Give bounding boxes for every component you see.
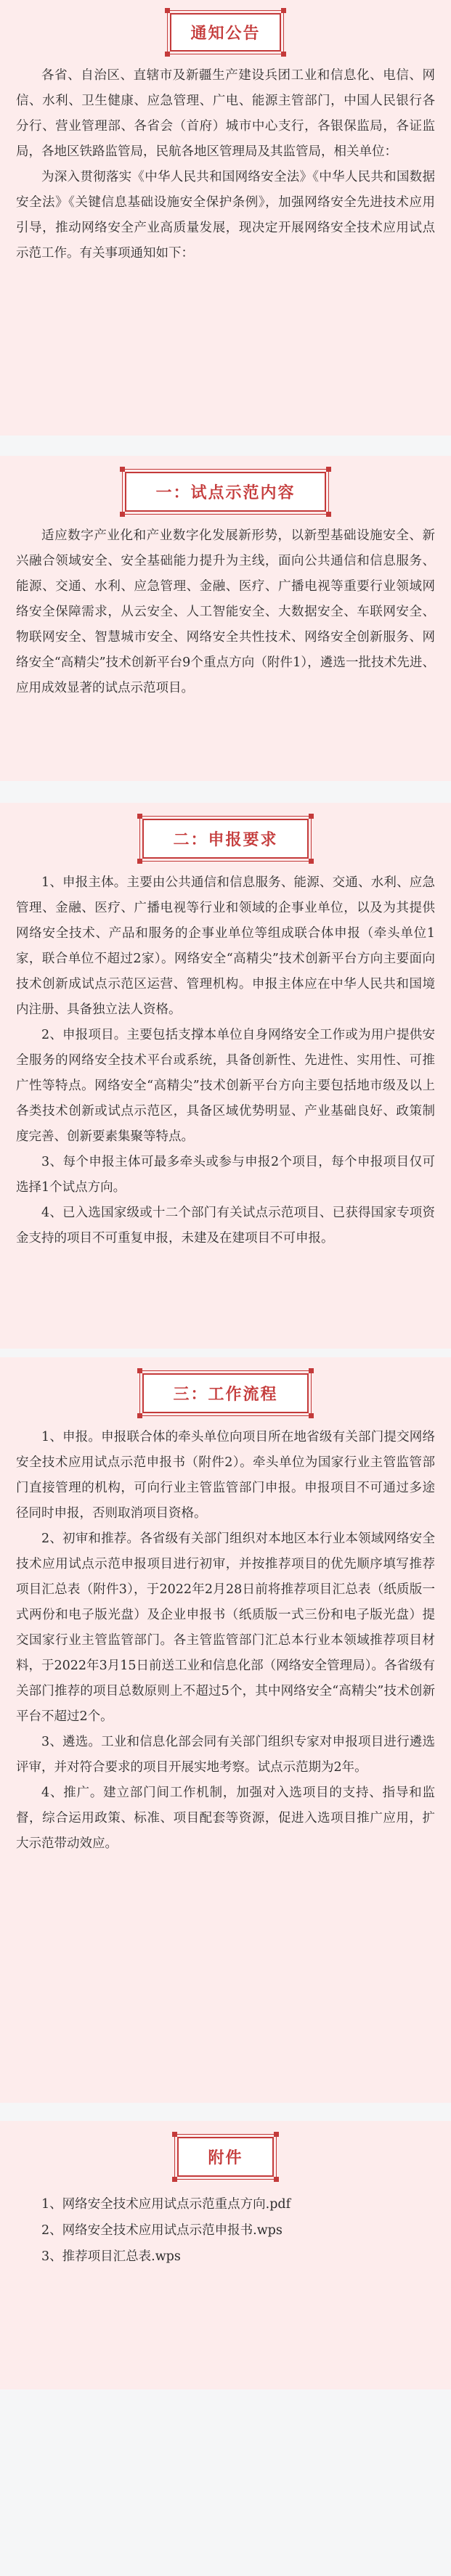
requirement-item: 4、已入选国家级或十二个部门有关试点示范项目、已获得国家专项资金支持的项目不可重复申报，未建及在建项目不可申报。 — [16, 1206, 435, 1246]
frame-corner — [274, 2132, 279, 2137]
attachment-link-pilot-directions[interactable]: 1、网络安全技术应用试点示范重点方向.pdf — [41, 2197, 291, 2212]
notice-title-wrap — [16, 13, 435, 52]
notice-section — [0, 0, 451, 436]
section3-title: 三：工作流程 — [173, 1386, 278, 1404]
frame-corner — [172, 2132, 177, 2137]
frame-corner — [165, 8, 170, 13]
workflow-step: 2、初审和推荐。各省级有关部门组织对本地区本行业本领域网络安全技术应用试点示范申报项目进行初审，并按推荐项目的优先顺序填写推荐项目汇总表（附件3），于2022年2月28日前将推荐项目汇总表（纸质版一式两份和电子版光盘）及企业申报书（纸质版一式三份和电子版光盘）提交国家行业主管监管部门。各主管监管部门汇总本行业本领域推荐项目材料，于2022年3月15日前送工业和信息化部（网络安全管理局）。各省级有关部门推荐的项目总数原则上不超过5个，其中网络安全“高精尖”技术创新平台不超过2个。 — [16, 1532, 435, 1724]
frame-corner — [309, 814, 314, 819]
attachment-list — [16, 2191, 435, 2270]
workflow-step: 3、遴选。工业和信息化部会同有关部门组织专家对申报项目进行遴选评审，并对符合要求的项目开展实地考察。试点示范期为2年。 — [16, 1735, 435, 1775]
notice-title: 通知公告 — [190, 25, 261, 43]
section3-title-frame — [142, 1373, 308, 1413]
notice-intro: 为深入贯彻落实《中华人民共和国网络安全法》《中华人民共和国数据安全法》《关键信息基础设施安全保护条例》，加强网络安全先进技术应用引导，推动网络安全产业高质量发展，现决定开展网络安全技术应用试点示范工作。有关事项通知如下： — [16, 170, 435, 261]
frame-corner — [120, 512, 125, 517]
frame-corner — [326, 467, 331, 472]
workflow-step: 4、推广。建立部门间工作机制，加强对入选项目的支持、指导和监督，综合运用政策、标准、项目配套等资源，促进入选项目推广应用，扩大示范带动效应。 — [16, 1786, 435, 1851]
frame-corner — [326, 512, 331, 517]
frame-corner — [274, 2177, 279, 2182]
section2-title-frame — [142, 819, 308, 859]
frame-corner — [165, 52, 170, 57]
frame-corner — [120, 467, 125, 472]
attachments-title: 附件 — [208, 2149, 243, 2167]
section2-title-wrap — [16, 819, 435, 859]
frame-corner — [309, 859, 314, 864]
attachments-title-wrap — [16, 2137, 435, 2177]
attachment-item — [16, 2244, 435, 2270]
frame-corner — [281, 52, 286, 57]
workflow-step: 1、申报。申报联合体的牵头单位向项目所在地省级有关部门提交网络安全技术应用试点示范申报书（附件2）。牵头单位为国家行业主管监管部门直接管理的机构，可向行业主管监管部门申报。申报项目不可通过多途径同时申报，否则取消项目资格。 — [16, 1430, 435, 1521]
workflow-section — [0, 1357, 451, 2103]
frame-corner — [309, 1368, 314, 1373]
section1-title: 一：试点示范内容 — [155, 484, 296, 502]
attachment-item — [16, 2191, 435, 2217]
section3-title-wrap — [16, 1373, 435, 1413]
frame-corner — [309, 1413, 314, 1418]
attachment-link-application-form[interactable]: 2、网络安全技术应用试点示范申报书.wps — [41, 2223, 283, 2238]
frame-corner — [137, 859, 142, 864]
section1-title-frame — [125, 472, 325, 512]
requirement-item: 1、申报主体。主要由公共通信和信息服务、能源、交通、水利、应急管理、金融、医疗、广播电视等行业和领域的企事业单位，以及为其提供网络安全技术、产品和服务的企事业单位等组成联合体申报（牵头单位1家，联合单位不超过2家）。网络安全“高精尖”技术创新平台方向主要面向技术创新成试点示范区运营、管理机构。申报主体应在中华人民共和国境内注册、具备独立法人资格。 — [16, 875, 435, 1017]
frame-corner — [137, 1413, 142, 1418]
requirement-item: 3、每个申报主体可最多牵头或参与申报2个项目，每个申报项目仅可选择1个试点方向。 — [16, 1155, 435, 1195]
section1-title-wrap — [16, 472, 435, 512]
pilot-content-section — [0, 456, 451, 781]
frame-corner — [137, 1368, 142, 1373]
frame-corner — [137, 814, 142, 819]
requirement-item: 2、申报项目。主要包括支撑本单位自身网络安全工作或为用户提供安全服务的网络安全技术平台或系统，具备创新性、先进性、实用性、可推广性等特点。网络安全“高精尖”技术创新平台方向主要包括地市级及以上各类技术创新或试点示范区，具备区域优势明显、产业基础良好、政策制度完善、创新要素集聚等特点。 — [16, 1028, 435, 1144]
attachment-item — [16, 2217, 435, 2244]
attachments-title-frame — [177, 2137, 273, 2177]
notice-title-frame — [170, 13, 280, 52]
notice-recipients: 各省、自治区、直辖市及新疆生产建设兵团工业和信息化、电信、网信、水利、卫生健康、应急管理、广电、能源主管部门，中国人民银行各分行、营业管理部、各省会（首府）城市中心支行，各银保监局，各证监局，各地区铁路监管局，民航各地区管理局及其监管局，相关单位： — [16, 68, 435, 159]
frame-corner — [281, 8, 286, 13]
application-requirements-section — [0, 803, 451, 1349]
frame-corner — [172, 2177, 177, 2182]
attachment-link-summary-table[interactable]: 3、推荐项目汇总表.wps — [41, 2249, 181, 2264]
attachments-section — [0, 2121, 451, 2389]
section2-title: 二：申报要求 — [173, 831, 278, 849]
section1-paragraph: 适应数字产业化和产业数字化发展新形势，以新型基础设施安全、新兴融合领域安全、安全基础能力提升为主线，面向公共通信和信息服务、能源、交通、水利、应急管理、金融、医疗、广播电视等重要行业领域网络安全保障需求，从云安全、人工智能安全、大数据安全、车联网安全、物联网安全、智慧城市安全、网络安全共性技术、网络安全创新服务、网络安全“高精尖”技术创新平台9个重点方向（附件1），遴选一批技术先进、应用成效显著的试点示范项目。 — [16, 528, 435, 695]
